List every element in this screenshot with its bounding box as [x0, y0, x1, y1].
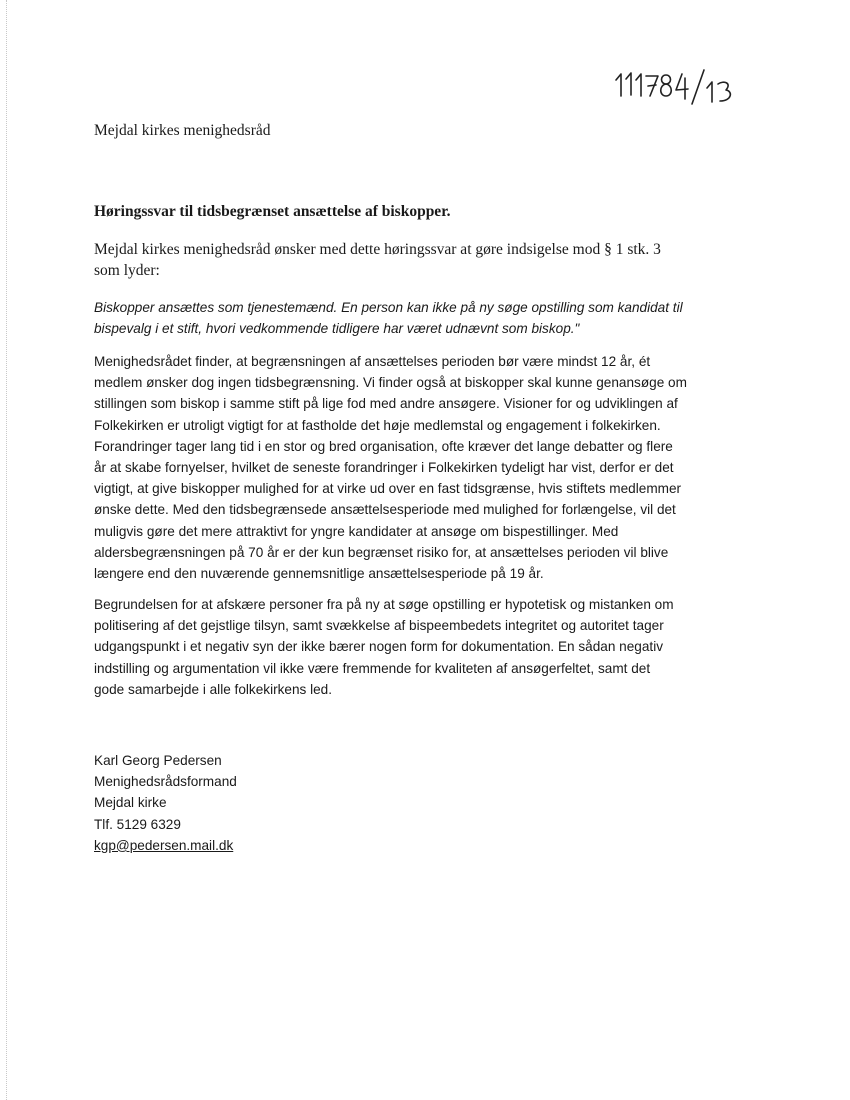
paragraph-line: muligvis gøre det mere attraktivt for yngre kandidater at ansøge om bispestillinger. Med [94, 523, 619, 539]
paragraph-line: ønske dette. Med den tidsbegrænsede ansættelsesperiode med mulighed for forlængelse, vil det [94, 502, 676, 518]
intro-line: Mejdal kirkes menighedsråd ønsker med dette høringssvar at gøre indsigelse mod § 1 stk. 3 [94, 241, 661, 258]
paragraph-line: aldersbegrænsningen på 70 år er der kun begrænset risiko for, at ansættelses perioden vil blive [94, 544, 669, 560]
paragraph-line: længere end den nuværende gennemsnitlige ansættelsesperiode på 19 år. [94, 566, 544, 582]
email-link[interactable]: kgp@pedersen.mail.dk [94, 837, 234, 853]
paragraph-line: Forandringer tager lang tid i en stor og bred organisation, ofte kræver det lange debatter og flere [94, 438, 673, 454]
scan-edge-line [6, 0, 7, 1100]
intro-line: som lyder: [94, 261, 160, 279]
signatory-phone: Tlf. 5129 6329 [94, 816, 181, 832]
paragraph-line: Folkekirken er utroligt vigtigt for at fastholde det høje medlemstal og engagement i folkekirken. [94, 417, 661, 433]
document-title: Høringssvar til tidsbegrænset ansættelse af biskopper. [94, 203, 451, 220]
paragraph-line: udgangspunkt i et negativ syn der ikke bærer nogen form for dokumentation. En sådan negativ [94, 639, 664, 655]
quoted-section [94, 297, 774, 339]
paragraph-line: stillingen som biskop i samme stift på lige fod med andre ansøgere. Visioner for og udviklingen af [94, 396, 678, 412]
paragraph-line: Menighedsrådet finder, at begrænsningen af ansættelses perioden bør være mindst 12 år, ét [94, 354, 651, 369]
quote-line: bispevalg i et stift, hvori vedkommende tidligere har været udnævnt som biskop." [94, 321, 580, 336]
body-paragraph-2 [94, 594, 784, 700]
signatory-role: Menighedsrådsformand [94, 774, 237, 790]
intro-paragraph [94, 240, 764, 281]
sender-name: Mejdal kirkes menighedsråd [94, 122, 271, 139]
signature-block [94, 750, 237, 856]
handwritten-reference-number [612, 66, 752, 106]
paragraph-line: vigtigt, at give biskopper mulighed for at virke ud over en fast tidsgrænse, hvis stiftets medlemmer [94, 481, 682, 497]
signatory-church: Mejdal kirke [94, 795, 167, 811]
paragraph-line: Begrundelsen for at afskære personer fra på ny at søge opstilling er hypotetisk og mistanken om [94, 597, 674, 612]
handwritten-reference-drawing [612, 66, 752, 106]
paragraph-line: politisering af det gejstlige tilsyn, samt svækkelse af bispeembedets integritet og autoritet tager [94, 618, 664, 634]
paragraph-line: år at skabe fornyelser, hvilket de seneste forandringer i Folkekirken tydeligt har vist, derfor er det [94, 460, 674, 476]
paragraph-line: medlem ønsker dog ingen tidsbegrænsning. Vi finder også at biskopper skal kunne genansøge om [94, 375, 687, 391]
paragraph-line: gode samarbejde i alle folkekirkens led. [94, 681, 333, 697]
paragraph-line: indstilling og argumentation vil ikke være fremmende for kvaliteten af ansøgerfeltet, samt det [94, 660, 651, 676]
body-paragraph-1 [94, 351, 784, 584]
signatory-name: Karl Georg Pedersen [94, 753, 222, 768]
quote-line: Biskopper ansættes som tjenestemænd. En person kan ikke på ny søge opstilling som kandidat til [94, 300, 683, 315]
